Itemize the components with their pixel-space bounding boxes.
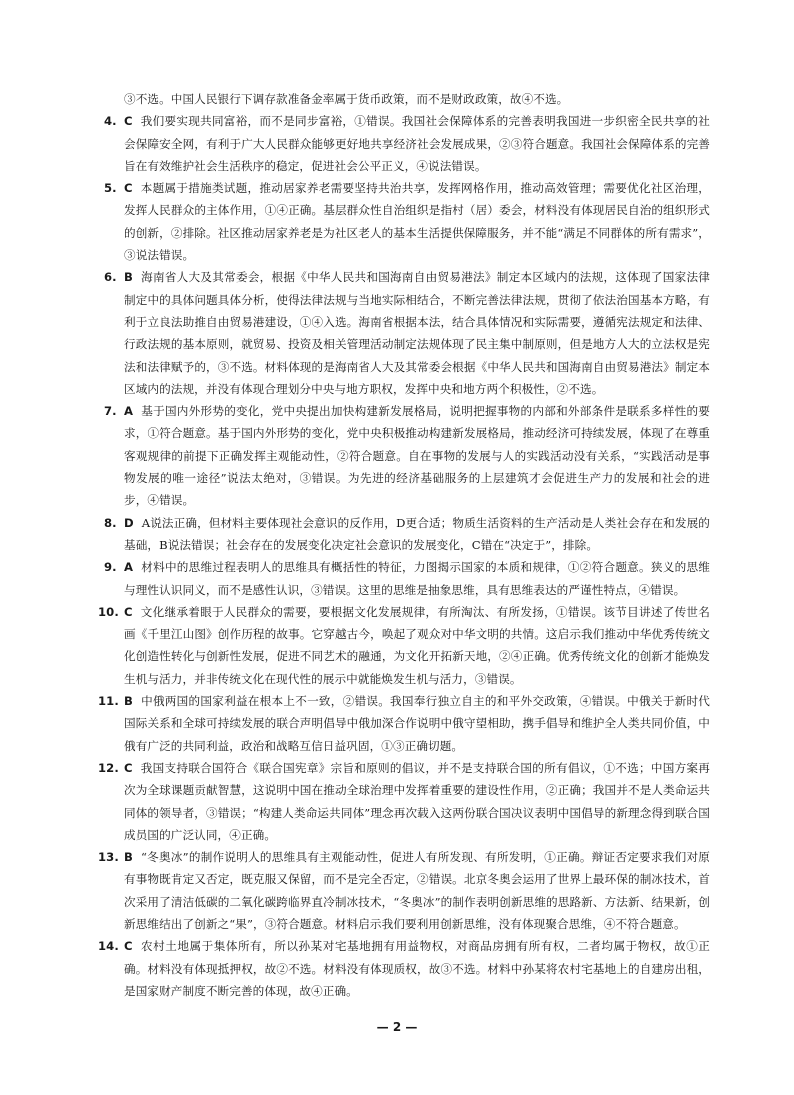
answer-letter: C [124, 760, 133, 775]
answer-explanation: 本题属于措施类试题，推动居家养老需要坚持共治共享，发挥网格作用，推动高效管理；需要优化社区治理，发挥人民群众的主体作用，①④正确。基层群众性自治组织是指村（居）委会，材料没有体现居民自治的组织形式的创新，②排除。社区推动居家养老是为社区老人的基本生活提供保障服务，并不能“满足不同群体的所有需求”，③说法错误。 [124, 181, 710, 263]
question-number: 14. [98, 939, 119, 954]
answer-explanation: 农村土地属于集体所有，所以孙某对宅基地拥有用益物权，对商品房拥有所有权，二者均属于物权，故①正确。材料没有体现抵押权，故②不选。材料没有体现质权，故③不选。材料中孙某将农村宅基地上的自建房出租，是国家财产制度不断完善的体现，故④正确。 [124, 939, 710, 998]
answer-letter: C [124, 604, 133, 619]
answer-item [98, 601, 710, 690]
page-number: — 2 — [376, 1020, 418, 1034]
question-number: 12. [98, 760, 119, 775]
answer-item [98, 757, 710, 846]
answer-explanation: 基于国内外形势的变化，党中央提出加快构建新发展格局，说明把握事物的内部和外部条件是联系多样性的要求，①符合题意。基于国内外形势的变化，党中央积极推动构建新发展格局，推动经济可持续发展，体现了在尊重客观规律的前提下正确发挥主观能动性，②符合题意。自在事物的发展与人的实践活动没有关系，“实践活动是事物发展的唯一途径”说法太绝对，③错误。为先进的经济基础服务的上层建筑才会促进生产力的发展和社会的进步，④错误。 [124, 404, 710, 508]
question-number: 7. [104, 404, 117, 419]
answer-letter: B [124, 270, 133, 285]
answer-letter: B [124, 694, 133, 709]
question-number: 6. [104, 270, 117, 285]
answer-list [98, 110, 710, 1002]
question-number: 4. [104, 114, 117, 129]
answer-letter: C [124, 114, 133, 129]
answer-letter: C [124, 181, 133, 196]
answer-item [98, 846, 710, 935]
answer-explanation: 我国支持联合国符合《联合国宪章》宗旨和原则的倡议，并不是支持联合国的所有倡议，①不选；中国方案再次为全球课题贡献智慧，这说明中国在推动全球治理中发挥着重要的建设性作用，②正确；我国并不是人类命运共同体的领导者，③错误；“构建人类命运共同体”理念再次载入这两份联合国决议表明中国倡导的新理念得到联合国成员国的广泛认同，④正确。 [124, 760, 710, 842]
answer-item [98, 690, 710, 757]
answer-letter: A [124, 404, 134, 419]
answer-item [104, 177, 710, 266]
answer-item [104, 556, 710, 601]
answer-explanation: 我们要实现共同富裕，而不是同步富裕，①错误。我国社会保障体系的完善表明我国进一步织密全民共享的社会保障安全网，有利于广大人民群众能够更好地共享经济社会发展成果，②③符合题意。我国社会保障体系的完善旨在有效维护社会生活秩序的稳定，促进社会公平正义，④说法错误。 [124, 114, 710, 173]
answer-item [98, 935, 710, 1002]
answer-explanation: 材料中的思维过程表明人的思维具有概括性的特征，力图揭示国家的本质和规律，①②符合题意。狭义的思维与理性认识同义，而不是感性认识，③错误。这里的思维是抽象思维，具有思维表达的严谨性特点，④错误。 [124, 560, 710, 597]
question-number: 9. [104, 560, 117, 575]
answer-explanation: 文化继承着眼于人民群众的需要，要根据文化发展规律，有所淘汰、有所发扬，①错误。该节目讲述了传世名画《千里江山图》创作历程的故事。它穿越古今，唤起了观众对中华文明的共情。这启示我们推动中华优秀传统文化创造性转化与创新性发展，促进不同艺术的融通，为文化开拓新天地，②④正确。优秀传统文化的创新才能焕发生机与活力，并非传统文化在现代性的展示中就能焕发生机与活力，③错误。 [124, 604, 710, 686]
intro-line: ③不选。中国人民银行下调存款准备金率属于货币政策，而不是财政政策，故④不选。 [124, 92, 569, 106]
answer-letter: D [124, 515, 134, 530]
answer-item [104, 110, 710, 177]
answer-item [104, 266, 710, 400]
answer-item [104, 400, 710, 511]
question-number: 10. [98, 604, 119, 619]
answer-explanation: 海南省人大及其常委会，根据《中华人民共和国海南自由贸易港法》制定本区域内的法规，这体现了国家法律制定中的具体问题具体分析，使得法律法规与当地实际相结合，不断完善法律法规，贯彻了依法治国基本方略，有利于立良法助推自由贸易港建设，①④入选。海南省根据本法，结合具体情况和实际需要，遵循宪法规定和法律、行政法规的基本原则，就贸易、投资及相关管理活动制定法规体现了民主集中制原则，但是地方人大的立法权是宪法和法律赋予的，③不选。材料体现的是海南省人大及其常委会根据《中华人民共和国海南自由贸易港法》制定本区域内的法规，并没有体现合理划分中央与地方职权，发挥中央和地方两个积极性，②不选。 [124, 270, 710, 396]
question-number: 13. [98, 850, 119, 865]
answer-letter: C [124, 939, 133, 954]
question-number: 11. [98, 694, 119, 709]
answer-letter: A [124, 560, 134, 575]
answer-explanation: A说法正确，但材料主要体现社会意识的反作用，D更合适；物质生活资料的生产活动是人类社会存在和发展的基础，B说法错误；社会存在的发展变化决定社会意识的发展变化，C错在“决定于”，排除。 [124, 515, 710, 552]
question-number: 5. [104, 181, 117, 196]
answer-item [104, 512, 710, 557]
answer-explanation: “冬奥冰”的制作说明人的思维具有主观能动性，促进人有所发现、有所发明，①正确。辩证否定要求我们对原有事物既肯定又否定，既克服又保留，而不是完全否定，②错误。北京冬奥会运用了世界上最环保的制冰技术，首次采用了清洁低碳的二氧化碳跨临界直冷制冰技术，“冬奥冰”的制作表明创新思维的思路新、方法新、结果新，创新思维结出了创新之“果”，③符合题意。材料启示我们要利用创新思维，没有体现聚合思维，④不符合题意。 [124, 850, 710, 931]
answer-page [98, 88, 710, 1002]
answer-letter: B [124, 850, 133, 865]
question-number: 8. [104, 515, 117, 530]
answer-explanation: 中俄两国的国家利益在根本上不一致，②错误。我国奉行独立自主的和平外交政策，④错误。中俄关于新时代国际关系和全球可持续发展的联合声明倡导中俄加深合作说明中俄守望相助，携手倡导和维护全人类共同价值，中俄有广泛的共同利益，政治和战略互信日益巩固，①③正确切题。 [124, 694, 710, 753]
